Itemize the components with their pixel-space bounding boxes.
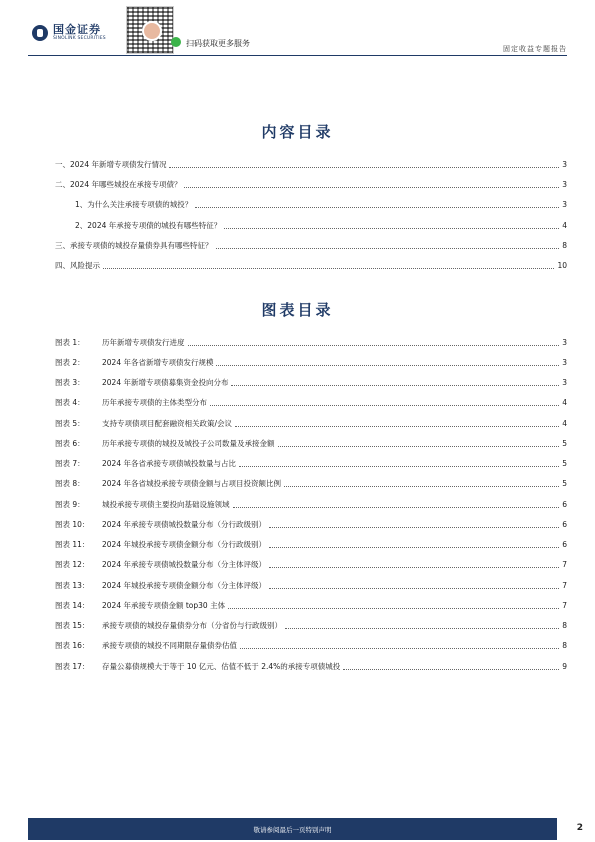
figure-item[interactable]: 图表 11： 2024 年城投承接专项债金额分布（分行政级别） 6 — [55, 540, 567, 549]
figure-item[interactable]: 图表 2： 2024 年各省新增专项债发行规模 3 — [55, 358, 567, 367]
page-footer — [28, 818, 557, 840]
figure-item[interactable]: 图表 14： 2024 年承接专项债金额 top30 主体 7 — [55, 601, 567, 610]
toc-item[interactable]: 二、2024 年哪些城投在承接专项债？ 3 — [55, 180, 567, 189]
figure-item[interactable]: 图表 13： 2024 年城投承接专项债金额分布（分主体评级） 7 — [55, 581, 567, 590]
figure-item[interactable]: 图表 12： 2024 年承接专项债城投数量分布（分主体评级） 7 — [55, 560, 567, 569]
disclaimer-notice: 敬请参阅最后一页特别声明 — [253, 826, 332, 834]
figures-title: 图表目录 — [261, 301, 334, 319]
figure-item[interactable]: 图表 9： 城投承接专项债主要投向基础设施领域 6 — [55, 500, 567, 509]
toc-title: 内容目录 — [261, 123, 334, 141]
figure-item[interactable]: 图表 8： 2024 年各省城投承接专项债金额与占项目投资额比例 5 — [55, 479, 567, 488]
figure-item[interactable]: 图表 3： 2024 年新增专项债募集资金投向分布 3 — [55, 378, 567, 387]
toc-item[interactable]: 四、风险提示 10 — [55, 261, 567, 270]
page-header — [0, 0, 595, 62]
toc-item[interactable]: 三、承接专项债的城投存量债券具有哪些特征？ 8 — [55, 241, 567, 250]
toc-item[interactable]: 一、2024 年新增专项债发行情况 3 — [55, 160, 567, 169]
qr-code-icon — [126, 6, 174, 54]
figure-item[interactable]: 图表 1： 历年新增专项债发行进度 3 — [55, 338, 567, 347]
figure-item[interactable]: 图表 16： 承接专项债的城投不同期限存量债券估值 8 — [55, 641, 567, 650]
sinolink-logo — [32, 24, 106, 42]
logo-chinese-name: 国金证券 — [53, 23, 101, 36]
toc-subitem[interactable]: 1、为什么关注承接专项债的城投？ 3 — [75, 200, 567, 209]
figure-item[interactable]: 图表 4： 历年承接专项债的主体类型分布 4 — [55, 398, 567, 407]
figure-item[interactable]: 图表 17： 存量公募债规模大于等于 10 亿元、估值不低于 2.4%的承接专项债城投 9 — [55, 662, 567, 671]
wechat-badge-icon — [171, 37, 181, 47]
figure-item[interactable]: 图表 5： 支持专项债项目配套融资相关政策/会议 4 — [55, 419, 567, 428]
figure-item[interactable]: 图表 6： 历年承接专项债的城投及城投子公司数量及承接金额 5 — [55, 439, 567, 448]
figure-item[interactable]: 图表 7： 2024 年各省承接专项债城投数量与占比 5 — [55, 459, 567, 468]
logo-english-name: SINOLINK SECURITIES — [53, 36, 106, 41]
toc-subitem[interactable]: 2、2024 年承接专项债的城投有哪些特征？ 4 — [75, 221, 567, 230]
figure-item[interactable]: 图表 15： 承接专项债的城投存量债券分布（分省份与行政级别） 8 — [55, 621, 567, 630]
logo-icon — [32, 25, 48, 41]
scan-prompt: 扫码获取更多服务 — [186, 39, 250, 48]
page-number: 2 — [576, 823, 583, 833]
report-type-label: 固定收益专题报告 — [503, 45, 567, 53]
header-divider — [28, 55, 567, 56]
figure-item[interactable]: 图表 10： 2024 年承接专项债城投数量分布（分行政级别） 6 — [55, 520, 567, 529]
